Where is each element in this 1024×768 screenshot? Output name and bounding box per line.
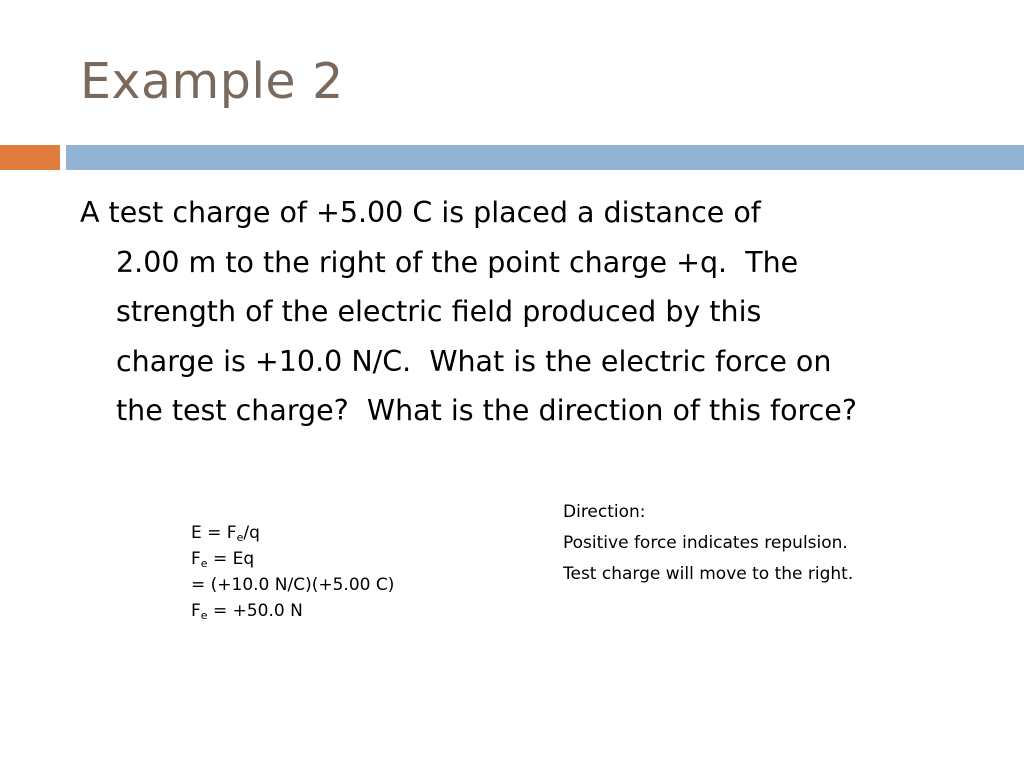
equation-subscript: e [200, 609, 208, 622]
equation-text: E = F [191, 523, 237, 543]
direction-heading: Direction: [563, 502, 646, 522]
equation-text: = +50.0 N [207, 601, 303, 621]
slide-title: Example 2 [80, 53, 344, 110]
equation-text: F [191, 601, 201, 621]
accent-bar-blue [66, 145, 1024, 170]
direction-line: Test charge will move to the right. [563, 564, 854, 584]
equation-subscript: e [200, 557, 208, 570]
question-text [80, 188, 980, 436]
question-line: A test charge of +5.00 C is placed a distance of [80, 196, 761, 229]
direction-note [563, 497, 853, 590]
equation-text: /q [243, 523, 260, 543]
equation-text: = Eq [207, 549, 255, 569]
equation-subscript: e [236, 531, 244, 544]
equation-text: F [191, 549, 201, 569]
question-line: strength of the electric field produced by this [116, 295, 762, 328]
equation-substitution [191, 572, 394, 598]
equation-force-formula [191, 546, 394, 572]
solution-equations [191, 520, 394, 624]
equation-field-definition [191, 520, 394, 546]
accent-bar-orange [0, 145, 60, 170]
equation-result [191, 598, 394, 624]
direction-line: Positive force indicates repulsion. [563, 533, 848, 553]
question-line: the test charge? What is the direction of this force? [116, 394, 857, 427]
question-line: charge is +10.0 N/C. What is the electric force on [116, 344, 832, 378]
equation-text: = (+10.0 N/C)(+5.00 C) [191, 575, 395, 595]
question-line: 2.00 m to the right of the point charge +q. The [116, 245, 799, 279]
